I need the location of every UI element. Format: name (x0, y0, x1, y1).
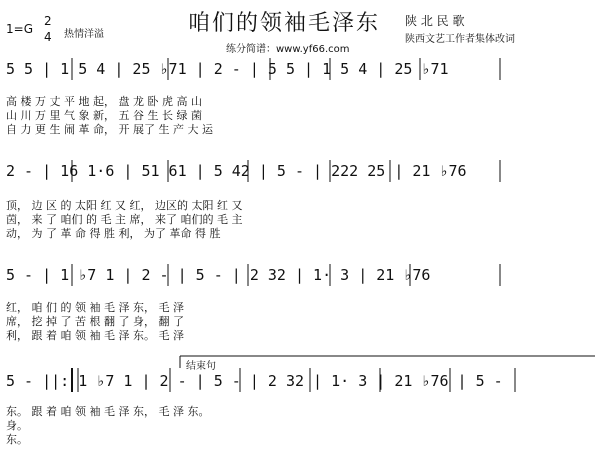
lyric-row-2-verse-2: 茵， 来 了 咱们 的 毛 主 席， 来了 咱们的 毛 主 (6, 213, 243, 226)
lyric-row-1-verse-3: 自 力 更 生 闹 革 命， 开 展了 生 产 大 运 (6, 123, 213, 136)
notation-row-3: 5 - | 1 ♭7 1 | 2 - | 5 - | 2 32 | 1· 3 | 21 ♭76 (6, 266, 431, 284)
lyric-row-3-verse-3: 利， 跟 着 咱 领 袖 毛 泽 东。 毛 泽 (6, 329, 184, 342)
source-website: 练分简谱：www.yf66.com (226, 44, 350, 55)
lyric-row-4-verse-2: 身。 (6, 419, 28, 432)
meter-bottom: 4 (44, 30, 52, 44)
key-signature: 1=G (6, 22, 33, 36)
lyric-row-4-verse-3: 东。 (6, 433, 28, 446)
notation-row-4: 5 - ||: 1 ♭7 1 | 2 - | 5 - | 2 32 | 1· 3 | 21 ♭76 | 5 - (6, 372, 503, 390)
ending-marker: 结束句 (186, 361, 216, 372)
tempo-marking: 热情洋溢 (64, 29, 104, 40)
lyric-row-4-verse-1: 东。 跟 着 咱 领 袖 毛 泽 东， 毛 泽 东。 (6, 405, 210, 418)
origin-label: 陕 北 民 歌 (405, 14, 465, 28)
lyric-row-1-verse-1: 高 楼 万 丈 平 地 起， 盘 龙 卧 虎 高 山 (6, 95, 202, 108)
meter-top: 2 (44, 14, 52, 28)
notation-row-2: 2 - | 16 1·6 | 51 61 | 5 42 | 5 - | 222 25 | 21 ♭76 (6, 162, 467, 180)
arranger-label: 陕西文艺工作者集体改词 (405, 34, 515, 45)
lyric-row-3-verse-1: 红， 咱 们 的 领 袖 毛 泽 东， 毛 泽 (6, 301, 184, 314)
lyric-row-2-verse-3: 动， 为 了 革 命 得 胜 利， 为了 革命 得 胜 (6, 227, 221, 240)
lyric-row-2-verse-1: 顶， 边 区 的 太阳 红 又 红， 边区的 太阳 红 又 (6, 199, 243, 212)
song-title: 咱们的领袖毛泽东 (188, 11, 381, 36)
notation-row-1: 5 5 | 1 5 4 | 25 ♭71 | 2 - | 5 5 | 1 5 4 | 25 ♭71 (6, 60, 449, 78)
lyric-row-1-verse-2: 山 川 万 里 气 象 新， 五 谷 生 长 绿 菌 (6, 109, 202, 122)
lyric-row-3-verse-2: 席， 挖 掉 了 苦 根 翻 了 身， 翻 了 (6, 315, 184, 328)
